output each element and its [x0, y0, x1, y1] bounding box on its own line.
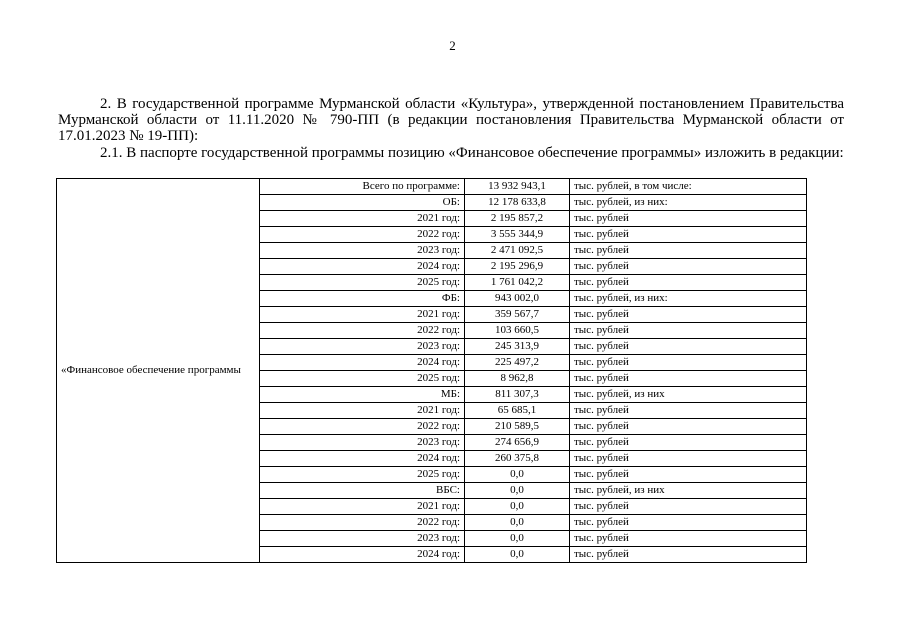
row-value-cell: 210 589,5 — [465, 419, 570, 435]
row-value-cell: 2 195 857,2 — [465, 211, 570, 227]
row-name-cell: ОБ: — [260, 195, 465, 211]
paragraph-1 — [58, 96, 844, 144]
row-unit-cell: тыс. рублей — [570, 307, 807, 323]
row-unit-cell: тыс. рублей, из них — [570, 483, 807, 499]
row-value-cell: 0,0 — [465, 483, 570, 499]
row-name-cell: Всего по программе: — [260, 179, 465, 195]
row-unit-cell: тыс. рублей — [570, 355, 807, 371]
row-value-cell: 0,0 — [465, 467, 570, 483]
row-name-cell: ВБС: — [260, 483, 465, 499]
row-unit-cell: тыс. рублей, из них — [570, 387, 807, 403]
row-name-cell: 2022 год: — [260, 515, 465, 531]
financing-label-cell: «Финансовое обеспечение программы — [57, 179, 260, 563]
row-name-cell: МБ: — [260, 387, 465, 403]
row-name-cell: 2023 год: — [260, 243, 465, 259]
row-name-cell: 2021 год: — [260, 499, 465, 515]
row-value-cell: 359 567,7 — [465, 307, 570, 323]
row-unit-cell: тыс. рублей — [570, 243, 807, 259]
paragraph-2 — [58, 145, 844, 161]
row-unit-cell: тыс. рублей — [570, 323, 807, 339]
row-unit-cell: тыс. рублей — [570, 419, 807, 435]
row-name-cell: 2025 год: — [260, 467, 465, 483]
row-name-cell: 2023 год: — [260, 435, 465, 451]
row-value-cell: 943 002,0 — [465, 291, 570, 307]
row-value-cell: 2 471 092,5 — [465, 243, 570, 259]
page-number: 2 — [449, 38, 456, 53]
row-name-cell: 2021 год: — [260, 211, 465, 227]
row-name-cell: 2024 год: — [260, 259, 465, 275]
row-unit-cell: тыс. рублей, из них: — [570, 195, 807, 211]
row-name-cell: 2022 год: — [260, 323, 465, 339]
row-value-cell: 12 178 633,8 — [465, 195, 570, 211]
row-unit-cell: тыс. рублей — [570, 339, 807, 355]
row-unit-cell: тыс. рублей — [570, 275, 807, 291]
row-unit-cell: тыс. рублей — [570, 227, 807, 243]
row-unit-cell: тыс. рублей — [570, 403, 807, 419]
table-row — [57, 179, 807, 195]
paragraph-1-text: 2. В государственной программе Мурманской области «Культура», утвержденной постановлением Правительства Мурманской области от 11.11.2020 № 790-ПП (в редакции постановления Правительства Мурманской области от 17.01.2023 № 19-ПП): — [58, 96, 844, 144]
row-name-cell: 2023 год: — [260, 339, 465, 355]
row-value-cell: 65 685,1 — [465, 403, 570, 419]
row-value-cell: 0,0 — [465, 531, 570, 547]
row-unit-cell: тыс. рублей — [570, 371, 807, 387]
row-name-cell: 2021 год: — [260, 403, 465, 419]
row-unit-cell: тыс. рублей — [570, 547, 807, 563]
row-value-cell: 811 307,3 — [465, 387, 570, 403]
row-name-cell: 2025 год: — [260, 275, 465, 291]
row-name-cell: 2021 год: — [260, 307, 465, 323]
paragraph-2-text: 2.1. В паспорте государственной программы позицию «Финансовое обеспечение программы» изложить в редакции: — [100, 145, 844, 161]
row-unit-cell: тыс. рублей — [570, 211, 807, 227]
row-name-cell: 2025 год: — [260, 371, 465, 387]
row-value-cell: 0,0 — [465, 515, 570, 531]
row-unit-cell: тыс. рублей, из них: — [570, 291, 807, 307]
financing-table — [56, 178, 807, 563]
row-value-cell: 13 932 943,1 — [465, 179, 570, 195]
row-value-cell: 245 313,9 — [465, 339, 570, 355]
row-name-cell: 2024 год: — [260, 451, 465, 467]
row-value-cell: 1 761 042,2 — [465, 275, 570, 291]
row-name-cell: 2024 год: — [260, 355, 465, 371]
row-value-cell: 260 375,8 — [465, 451, 570, 467]
row-unit-cell: тыс. рублей — [570, 515, 807, 531]
row-value-cell: 274 656,9 — [465, 435, 570, 451]
row-value-cell: 2 195 296,9 — [465, 259, 570, 275]
row-value-cell: 0,0 — [465, 547, 570, 563]
row-name-cell: 2023 год: — [260, 531, 465, 547]
row-name-cell: 2022 год: — [260, 419, 465, 435]
row-value-cell: 0,0 — [465, 499, 570, 515]
row-name-cell: ФБ: — [260, 291, 465, 307]
row-unit-cell: тыс. рублей — [570, 499, 807, 515]
row-unit-cell: тыс. рублей — [570, 451, 807, 467]
row-unit-cell: тыс. рублей, в том числе: — [570, 179, 807, 195]
row-unit-cell: тыс. рублей — [570, 467, 807, 483]
row-unit-cell: тыс. рублей — [570, 531, 807, 547]
row-value-cell: 103 660,5 — [465, 323, 570, 339]
row-unit-cell: тыс. рублей — [570, 435, 807, 451]
row-value-cell: 8 962,8 — [465, 371, 570, 387]
row-value-cell: 3 555 344,9 — [465, 227, 570, 243]
row-name-cell: 2022 год: — [260, 227, 465, 243]
row-unit-cell: тыс. рублей — [570, 259, 807, 275]
row-name-cell: 2024 год: — [260, 547, 465, 563]
row-value-cell: 225 497,2 — [465, 355, 570, 371]
